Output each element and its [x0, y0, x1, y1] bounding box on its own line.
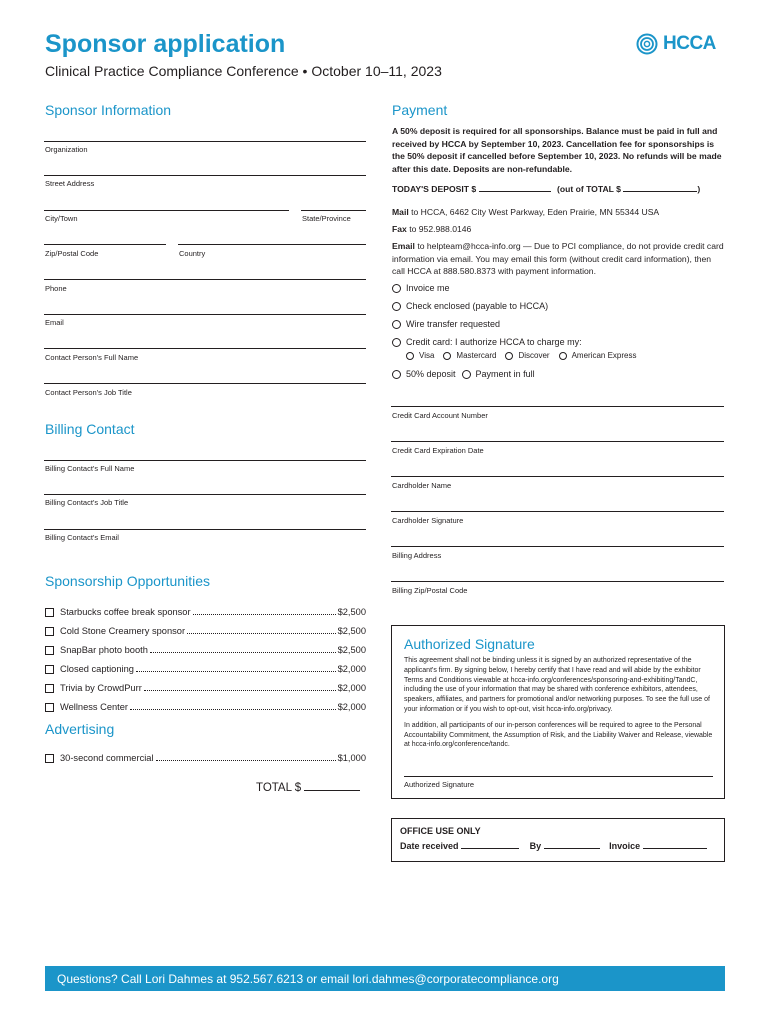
hcca-logo [636, 33, 716, 55]
dot-leader [136, 671, 336, 672]
sponsorship-checkbox[interactable] [45, 646, 54, 655]
sponsor-info-heading: Sponsor Information [45, 102, 172, 118]
city-field[interactable] [44, 210, 289, 211]
amex-label: American Express [571, 351, 637, 360]
credit-label: Credit card: I authorize HCCA to charge my: [406, 337, 582, 347]
contact-title-label: Contact Person's Job Title [45, 388, 132, 397]
sponsorship-item [45, 693, 366, 712]
out-of-total-field[interactable] [623, 183, 697, 192]
sponsorship-label: Cold Stone Creamery sponsor [60, 626, 186, 636]
sponsorship-list [45, 598, 366, 712]
mail-line [392, 206, 726, 219]
sponsorship-checkbox[interactable] [45, 608, 54, 617]
card-type-row [406, 351, 636, 360]
sponsorship-checkbox[interactable] [45, 684, 54, 693]
page-title: Sponsor application [45, 30, 286, 58]
dot-leader [144, 690, 336, 691]
deposit-row [392, 183, 700, 196]
contact-name-field[interactable] [44, 348, 366, 349]
card-expiration-label: Credit Card Expiration Date [392, 446, 484, 455]
cardholder-name-label: Cardholder Name [392, 481, 452, 490]
mail-text: to HCCA, 6462 City West Parkway, Eden Prairie, MN 55344 USA [411, 207, 660, 217]
sponsorship-item [45, 636, 366, 655]
billing-zip-field[interactable] [391, 581, 724, 582]
logo-text: HCCA [663, 33, 716, 54]
billing-address-label: Billing Address [392, 551, 442, 560]
page-subtitle: Clinical Practice Compliance Conference • October 10–11, 2023 [45, 63, 442, 79]
signature-terms [404, 656, 717, 750]
invoice-label: Invoice me [406, 283, 450, 293]
sponsorship-checkbox[interactable] [45, 665, 54, 674]
billing-email-label: Billing Contact's Email [45, 533, 119, 542]
dot-leader [150, 652, 336, 653]
dot-leader [193, 614, 336, 615]
billing-email-field[interactable] [44, 529, 366, 530]
sponsorship-label: Closed captioning [60, 664, 134, 674]
invoice-office-label: Invoice [609, 841, 641, 851]
cardholder-name-field[interactable] [391, 476, 724, 477]
billing-title-label: Billing Contact's Job Title [45, 498, 129, 507]
total-field[interactable] [304, 782, 360, 791]
advertising-item [45, 744, 366, 763]
sponsorship-item [45, 674, 366, 693]
sponsorship-item [45, 617, 366, 636]
sponsorship-checkbox[interactable] [45, 627, 54, 636]
billing-zip-label: Billing Zip/Postal Code [392, 586, 468, 595]
organization-field[interactable] [44, 141, 366, 142]
total-label: TOTAL $ [256, 782, 302, 794]
cardholder-signature-field[interactable] [391, 511, 724, 512]
card-expiration-field[interactable] [391, 441, 724, 442]
sponsorship-price: $2,500 [337, 626, 366, 636]
office-use-box [391, 818, 725, 862]
dot-leader [130, 709, 336, 710]
authorized-signature-field[interactable] [404, 776, 713, 777]
advertising-price: $1,000 [337, 753, 366, 763]
invoice-office-field[interactable] [643, 840, 707, 849]
sponsorship-item [45, 655, 366, 674]
billing-name-label: Billing Contact's Full Name [45, 464, 135, 473]
phone-label: Phone [45, 284, 67, 293]
sponsorship-price: $2,000 [337, 702, 366, 712]
wire-radio[interactable] [392, 320, 401, 329]
state-field[interactable] [301, 210, 366, 211]
option-invoice[interactable] [392, 283, 450, 293]
deposit-option-label: 50% deposit [406, 369, 456, 379]
cardholder-signature-label: Cardholder Signature [392, 516, 464, 525]
footer-bar [45, 966, 725, 991]
payment-heading: Payment [392, 102, 448, 118]
zip-label: Zip/Postal Code [45, 249, 99, 258]
signature-terms-para1: This agreement shall not be binding unless it is signed by an authorized representative of the applicant's firm. By signing below, I hereby certify that I have read and will abide by the exhibitor Terms and Conditions viewable at hcca-info.org/conferences/sponsoring-and-exhibiting/TandC, including the use of your information that may be shared with conference exhibitors, attendees, speakers, affiliates, and partners for promotional and/or networking purposes. To see the full use of your information or if you wish to opt-out, visit hcca-info.org/privacy. [404, 657, 710, 713]
authorized-signature-box [391, 625, 725, 799]
phone-field[interactable] [44, 279, 366, 280]
email-line [392, 240, 726, 278]
amount-option-row [392, 369, 535, 379]
by-label: By [529, 841, 542, 851]
state-label: State/Province [302, 214, 351, 223]
todays-deposit-label: TODAY'S DEPOSIT $ [392, 184, 477, 194]
sponsorship-price: $2,500 [337, 645, 366, 655]
city-label: City/Town [45, 214, 78, 223]
signature-terms-para2: In addition, all participants of our in-person conferences will be required to agree to the Personal Accountability Commitment, the Assumption of Risk, and the Liability Waiver and Release, viewable at hcca-info.org/conference/tandc. [404, 721, 713, 749]
email-label: Email [45, 318, 64, 327]
authorized-signature-heading: Authorized Signature [404, 636, 535, 652]
country-field[interactable] [178, 244, 366, 245]
out-of-total-label: (out of TOTAL $ [556, 184, 621, 194]
sponsorship-heading: Sponsorship Opportunities [45, 573, 210, 589]
payment-full-radio[interactable] [462, 370, 471, 379]
total-row [256, 782, 360, 794]
by-field[interactable] [544, 840, 600, 849]
advertising-label: 30-second commercial [60, 753, 154, 763]
discover-radio[interactable] [505, 352, 513, 360]
todays-deposit-field[interactable] [479, 183, 551, 192]
mail-label: Mail [392, 207, 409, 217]
billing-address-field[interactable] [391, 546, 724, 547]
deposit-notice: A 50% deposit is required for all sponsorships. Balance must be paid in full and received by HCCA by September 10, 2023. Cancellation fee for sponsorships is the 50% deposit if cancelled before September 10, 2023. No refunds will be made after this date. Deposits are non-refundable. [392, 126, 722, 174]
organization-label: Organization [45, 145, 88, 154]
dot-leader [187, 633, 336, 634]
deposit-radio[interactable] [392, 370, 401, 379]
hcca-globe-icon [636, 33, 660, 55]
sponsorship-label: Wellness Center [60, 702, 129, 712]
option-wire[interactable] [392, 319, 500, 329]
card-account-label: Credit Card Account Number [392, 411, 488, 420]
street-field[interactable] [44, 175, 366, 176]
office-use-heading: OFFICE USE ONLY [400, 826, 481, 836]
dot-leader [156, 760, 336, 761]
billing-heading: Billing Contact [45, 421, 135, 437]
contact-name-label: Contact Person's Full Name [45, 353, 139, 362]
email-field[interactable] [44, 314, 366, 315]
sponsorship-price: $2,500 [337, 607, 366, 617]
option-credit[interactable] [392, 337, 582, 347]
check-radio[interactable] [392, 302, 401, 311]
sponsorship-label: Starbucks coffee break sponsor [60, 607, 191, 617]
advertising-list [45, 744, 366, 763]
date-received-field[interactable] [461, 840, 519, 849]
advertising-heading: Advertising [45, 721, 115, 737]
sponsorship-label: Trivia by CrowdPurr [60, 683, 142, 693]
date-received-label: Date received [400, 841, 459, 851]
mastercard-label: Mastercard [456, 351, 497, 360]
fax-text: to 952.988.0146 [409, 224, 472, 234]
wire-label: Wire transfer requested [406, 319, 501, 329]
sponsorship-item [45, 598, 366, 617]
email-pay-label: Email [392, 241, 415, 251]
fax-line [392, 223, 726, 236]
visa-label: Visa [419, 351, 435, 360]
credit-radio[interactable] [392, 338, 401, 347]
mastercard-radio[interactable] [443, 352, 451, 360]
office-use-row [400, 840, 707, 851]
country-label: Country [179, 249, 206, 258]
footer-contact-text: Questions? Call Lori Dahmes at 952.567.6213 or email lori.dahmes@corporatecompliance.org [57, 971, 559, 986]
sponsorship-checkbox[interactable] [45, 703, 54, 712]
visa-radio[interactable] [406, 352, 414, 360]
check-label: Check enclosed (payable to HCCA) [406, 301, 549, 311]
discover-label: Discover [518, 351, 550, 360]
sponsorship-label: SnapBar photo booth [60, 645, 148, 655]
billing-name-field[interactable] [44, 460, 366, 461]
contact-title-field[interactable] [44, 383, 366, 384]
close-paren: ) [697, 184, 701, 194]
authorized-signature-label: Authorized Signature [404, 780, 475, 789]
advertising-checkbox[interactable] [45, 754, 54, 763]
invoice-radio[interactable] [392, 284, 401, 293]
fax-label: Fax [392, 224, 407, 234]
option-check[interactable] [392, 301, 548, 311]
street-label: Street Address [45, 179, 95, 188]
email-pay-text: to helpteam@hcca-info.org — Due to PCI compliance, do not provide credit card information via email. You may email this form (without credit card information), then call HCCA at 888.580.8373 with payment information. [392, 241, 724, 276]
sponsorship-price: $2,000 [337, 683, 366, 693]
billing-title-field[interactable] [44, 494, 366, 495]
sponsorship-price: $2,000 [337, 664, 366, 674]
zip-field[interactable] [44, 244, 166, 245]
amex-radio[interactable] [559, 352, 567, 360]
payment-full-label: Payment in full [475, 369, 535, 379]
card-account-field[interactable] [391, 406, 724, 407]
